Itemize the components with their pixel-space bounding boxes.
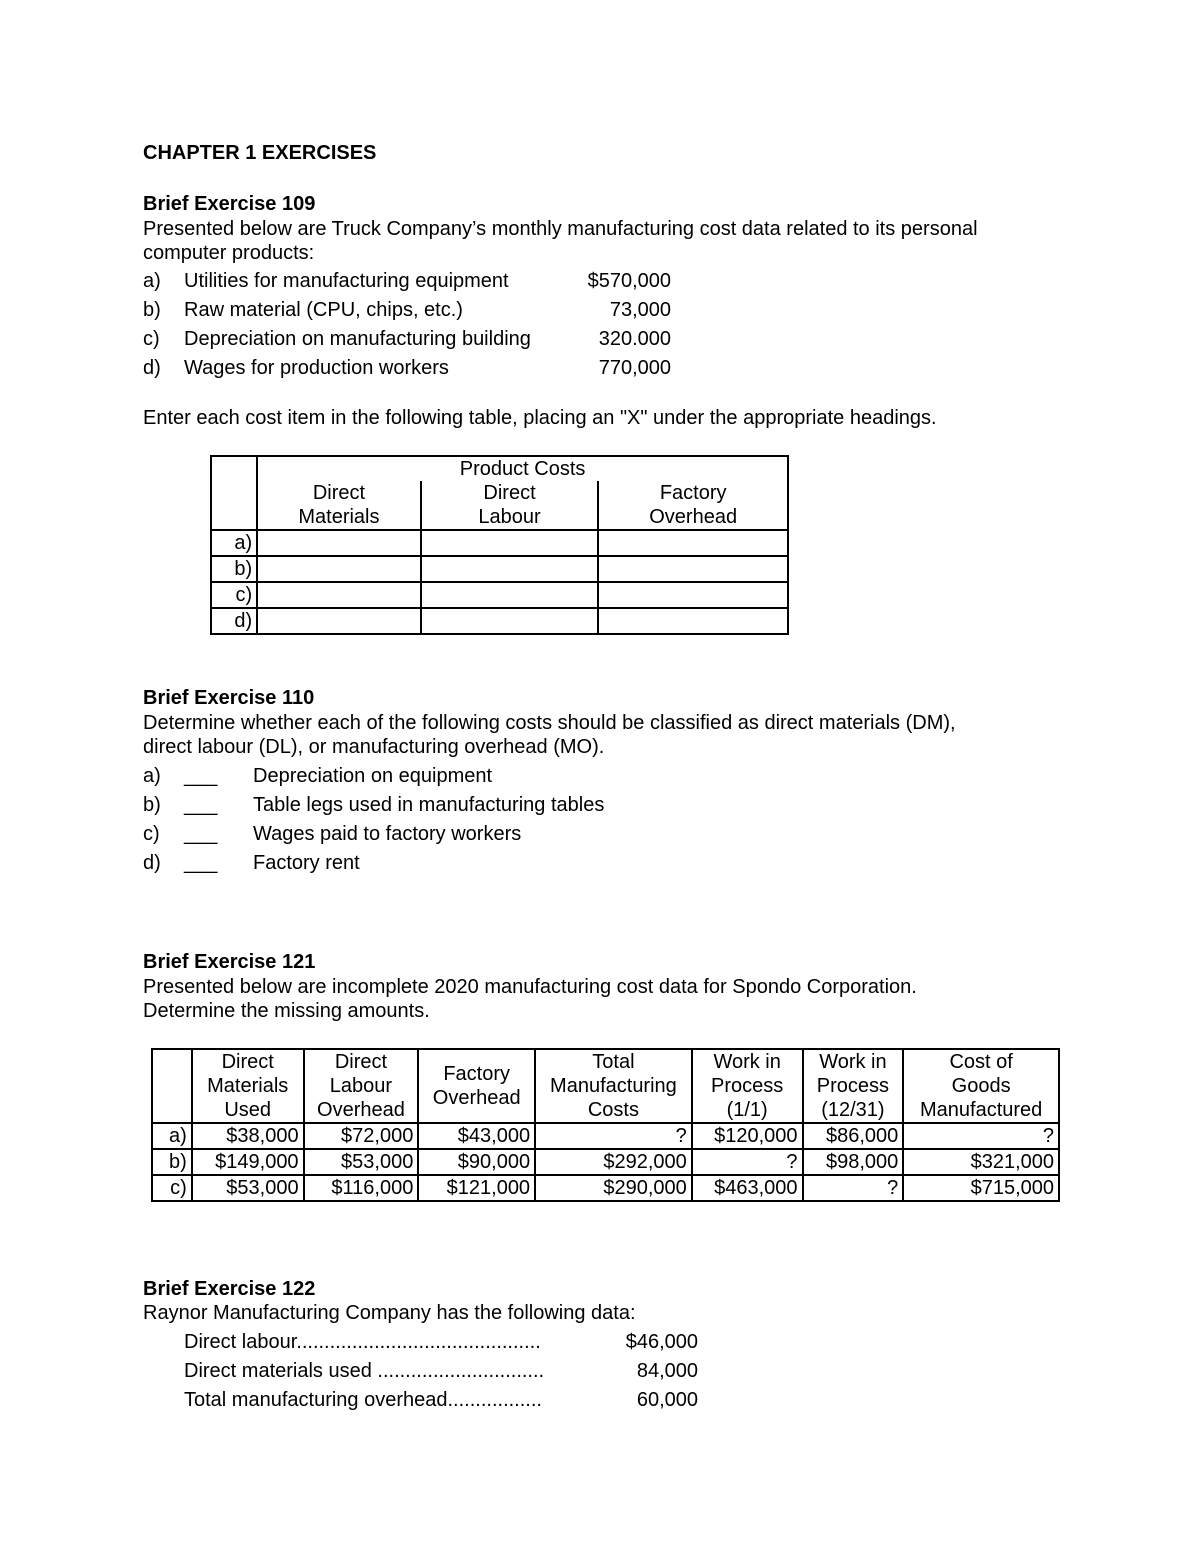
table-cell: $290,000	[535, 1175, 692, 1201]
table-cell: $90,000	[418, 1149, 535, 1175]
wip-beginning-header	[692, 1049, 803, 1123]
item-amount: $570,000	[587, 270, 671, 292]
header-line: Direct	[334, 1051, 388, 1073]
list-item	[184, 1330, 698, 1359]
list-item	[143, 793, 743, 822]
table-cell: $463,000	[692, 1175, 803, 1201]
ex109-intro-line1: Presented below are Truck Company’s monthly manufacturing cost data related to its personal	[143, 218, 978, 240]
direct-labour-header	[421, 481, 599, 530]
direct-materials-header	[257, 481, 421, 530]
cost-of-goods-manufactured-header	[903, 1049, 1059, 1123]
item-description: Total manufacturing overhead.................	[184, 1389, 542, 1411]
row-label: b)	[152, 1149, 192, 1175]
header-line: Used	[224, 1099, 272, 1121]
answer-cell[interactable]	[257, 530, 421, 556]
table-row	[152, 1123, 1059, 1149]
table-cell: $98,000	[803, 1149, 904, 1175]
header-line: Manufacturing	[550, 1075, 677, 1097]
item-amount: 73,000	[609, 299, 671, 321]
answer-blank[interactable]: ___	[184, 823, 218, 845]
row-label: a)	[211, 530, 257, 556]
item-letter: d)	[143, 357, 161, 379]
product-costs-header: Product Costs	[257, 456, 788, 481]
header-line: Total	[592, 1051, 635, 1073]
header-line: Labour	[329, 1075, 393, 1097]
header-line: Work in	[713, 1051, 781, 1073]
table-cell: $86,000	[803, 1123, 904, 1149]
factory-overhead-header	[598, 481, 788, 530]
answer-cell[interactable]	[421, 608, 599, 634]
wip-ending-header	[803, 1049, 904, 1123]
header-line: Goods	[951, 1075, 1011, 1097]
header-line: Direct	[483, 482, 536, 504]
item-letter: c)	[143, 823, 160, 845]
ex110-intro-line1: Determine whether each of the following costs should be classified as direct materials (DM),	[143, 712, 956, 734]
header-line: Factory	[659, 482, 727, 504]
table-cell: $321,000	[903, 1149, 1059, 1175]
item-description: Wages for production workers	[184, 357, 449, 379]
item-amount: 770,000	[598, 357, 671, 379]
row-label: c)	[152, 1175, 192, 1201]
ex109-product-costs-table	[210, 455, 789, 635]
table-cell: $72,000	[304, 1123, 419, 1149]
table-cell: $292,000	[535, 1149, 692, 1175]
table-cell: $38,000	[192, 1123, 304, 1149]
answer-cell[interactable]	[421, 582, 599, 608]
ex109-intro-line2: computer products:	[143, 242, 315, 264]
ex122-title: Brief Exercise 122	[143, 1278, 316, 1300]
table-row	[152, 1175, 1059, 1201]
answer-cell[interactable]	[598, 608, 788, 634]
ex110-title: Brief Exercise 110	[143, 687, 315, 709]
item-letter: a)	[143, 765, 161, 787]
item-letter: d)	[143, 852, 161, 874]
ex122-data-list	[184, 1330, 698, 1417]
header-line: Process	[816, 1075, 890, 1097]
total-manufacturing-costs-header	[535, 1049, 692, 1123]
header-line: Work in	[819, 1051, 887, 1073]
header-line: Labour	[478, 506, 541, 528]
answer-cell[interactable]	[598, 530, 788, 556]
item-letter: b)	[143, 794, 161, 816]
answer-cell[interactable]	[257, 556, 421, 582]
header-line: Overhead	[432, 1087, 521, 1109]
answer-cell[interactable]	[598, 582, 788, 608]
item-amount: 60,000	[636, 1389, 698, 1411]
item-description: Depreciation on equipment	[253, 765, 493, 787]
chapter-title: CHAPTER 1 EXERCISES	[143, 142, 377, 164]
ex109-title: Brief Exercise 109	[143, 193, 316, 215]
answer-blank[interactable]: ___	[184, 765, 218, 787]
header-line: Overhead	[649, 506, 738, 528]
header-line: Process	[711, 1075, 784, 1097]
table-row	[211, 608, 788, 634]
answer-cell[interactable]	[257, 582, 421, 608]
ex121-intro-line2: Determine the missing amounts.	[143, 1000, 430, 1022]
item-description: Utilities for manufacturing equipment	[184, 270, 509, 292]
ex121-intro-line1: Presented below are incomplete 2020 manufacturing cost data for Spondo Corporation.	[143, 976, 917, 998]
header-line: (1/1)	[726, 1099, 768, 1121]
header-line: (12/31)	[821, 1099, 885, 1121]
table-cell: ?	[803, 1175, 904, 1201]
header-line: Cost of	[949, 1051, 1013, 1073]
list-item	[143, 327, 683, 356]
header-line: Materials	[298, 506, 380, 528]
answer-blank[interactable]: ___	[184, 794, 218, 816]
row-label: b)	[211, 556, 257, 582]
row-label: a)	[152, 1123, 192, 1149]
item-description: Direct materials used ..............................	[184, 1360, 545, 1382]
list-item	[143, 356, 683, 385]
row-label: c)	[211, 582, 257, 608]
header-line: Materials	[207, 1075, 289, 1097]
list-item	[143, 851, 743, 880]
table-cell: ?	[692, 1149, 803, 1175]
direct-materials-used-header	[192, 1049, 304, 1123]
item-description: Direct labour............................................	[184, 1331, 541, 1353]
answer-cell[interactable]	[421, 556, 599, 582]
direct-labour-overhead-header	[304, 1049, 419, 1123]
item-amount: $46,000	[625, 1331, 698, 1353]
table-header-row	[152, 1049, 1059, 1123]
table-cell: $120,000	[692, 1123, 803, 1149]
header-line: Manufactured	[919, 1099, 1043, 1121]
ex121-title: Brief Exercise 121	[143, 951, 316, 973]
table-row	[211, 556, 788, 582]
table-cell: $121,000	[418, 1175, 535, 1201]
item-letter: c)	[143, 328, 160, 350]
table-cell: $53,000	[192, 1175, 304, 1201]
list-item	[184, 1388, 698, 1417]
table-header-row	[211, 456, 788, 481]
item-description: Factory rent	[253, 852, 360, 874]
table-cell: ?	[535, 1123, 692, 1149]
ex110-cost-list	[143, 764, 743, 880]
item-description: Wages paid to factory workers	[253, 823, 522, 845]
item-description: Depreciation on manufacturing building	[184, 328, 531, 350]
ex109-cost-list	[143, 269, 683, 385]
header-line: Overhead	[317, 1099, 405, 1121]
answer-cell[interactable]	[257, 608, 421, 634]
header-line: Factory	[443, 1063, 511, 1085]
item-amount: 320.000	[598, 328, 671, 350]
answer-blank[interactable]: ___	[184, 852, 218, 874]
item-description: Table legs used in manufacturing tables	[253, 794, 605, 816]
ex122-intro: Raynor Manufacturing Company has the following data:	[143, 1302, 636, 1324]
table-cell: $53,000	[304, 1149, 419, 1175]
ex109-instruction: Enter each cost item in the following table, placing an "X" under the appropriate headings.	[143, 407, 937, 429]
table-corner-cell	[211, 456, 257, 530]
item-description: Raw material (CPU, chips, etc.)	[184, 299, 463, 321]
list-item	[143, 298, 683, 327]
table-cell: $149,000	[192, 1149, 304, 1175]
item-letter: a)	[143, 270, 161, 292]
list-item	[143, 764, 743, 793]
row-label: d)	[211, 608, 257, 634]
table-cell: $715,000	[903, 1175, 1059, 1201]
table-cell: ?	[903, 1123, 1059, 1149]
answer-cell[interactable]	[421, 530, 599, 556]
table-corner-cell	[152, 1049, 192, 1123]
header-line: Direct	[221, 1051, 274, 1073]
table-header-row	[211, 481, 788, 530]
header-line: Direct	[312, 482, 366, 504]
list-item	[184, 1359, 698, 1388]
table-cell: $43,000	[418, 1123, 535, 1149]
answer-cell[interactable]	[598, 556, 788, 582]
table-row	[211, 530, 788, 556]
list-item	[143, 822, 743, 851]
item-letter: b)	[143, 299, 161, 321]
table-row	[211, 582, 788, 608]
ex110-intro-line2: direct labour (DL), or manufacturing overhead (MO).	[143, 736, 605, 758]
factory-overhead-header	[418, 1049, 535, 1123]
list-item	[143, 269, 683, 298]
table-row	[152, 1149, 1059, 1175]
item-amount: 84,000	[636, 1360, 698, 1382]
ex121-cost-data-table	[151, 1048, 1060, 1202]
table-cell: $116,000	[304, 1175, 419, 1201]
header-line: Costs	[587, 1099, 639, 1121]
